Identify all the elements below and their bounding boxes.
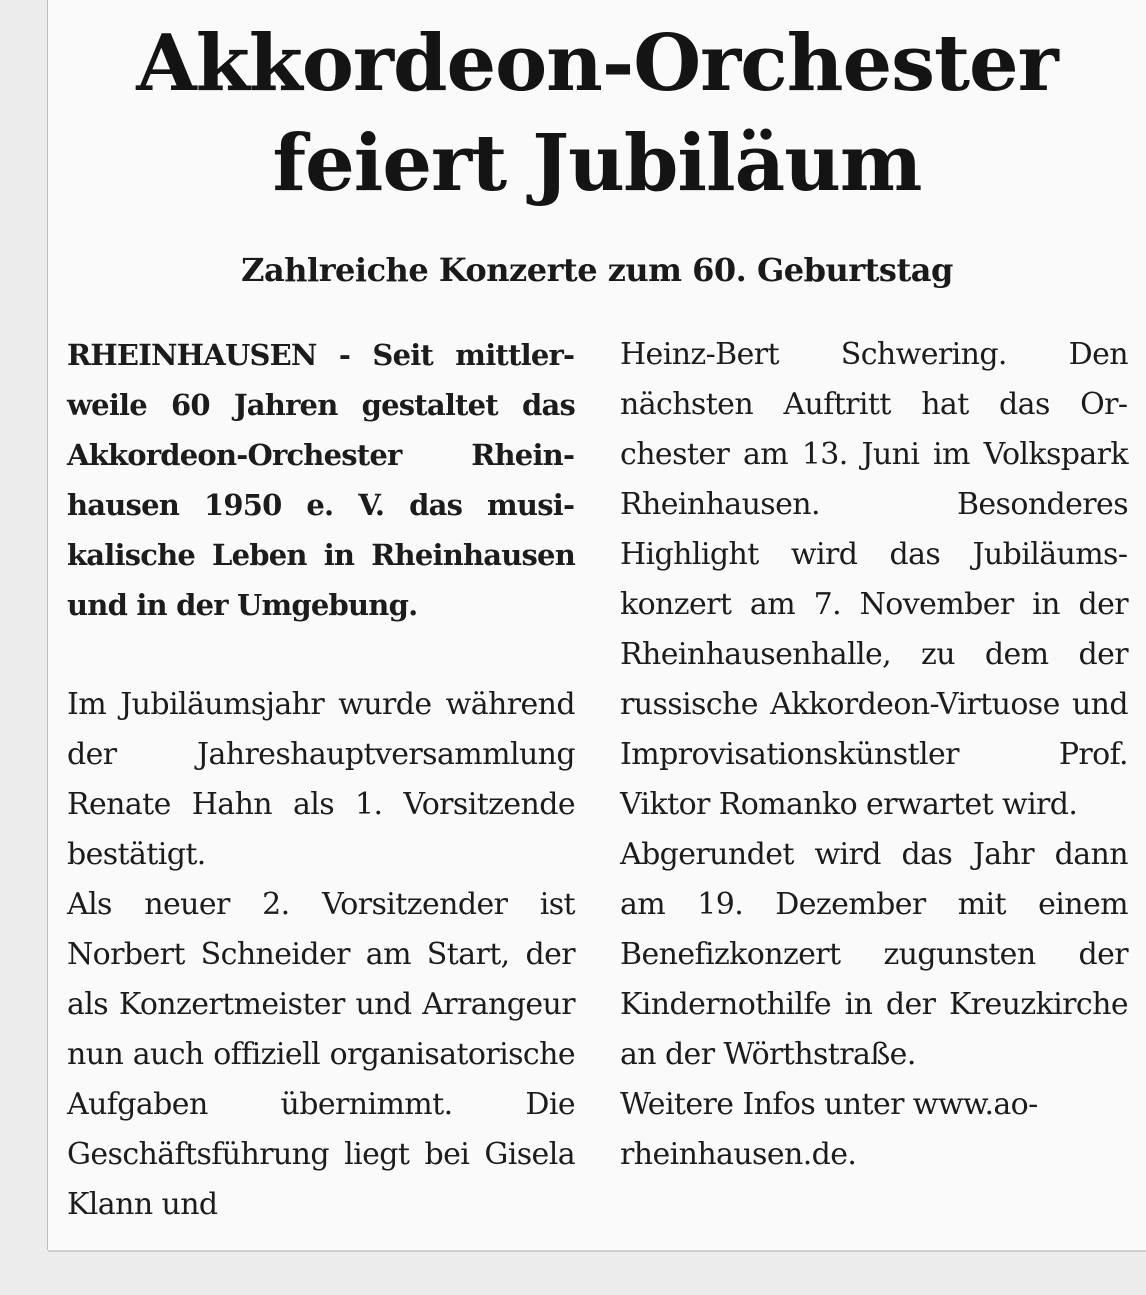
article-subheadline: Zahlreiche Konzerte zum 60. Geburtstag [241, 251, 953, 289]
article-paragraph-continued: Heinz-Bert Schwering. Den nächsten Auftritt hat das Orchester am 13. Juni im Volkspark Rheinhausen. Besonderes Highlight wird das Jubiläumskonzert am 7. November in der Rheinhausenhalle, zu dem der russische Akkordeon-Virtuose und Improvisationskünstler Prof. Viktor Romanko erwartet wird. [620, 337, 1128, 822]
article-headline: Akkordeon-Orchester feiert Jubiläum [136, 18, 1058, 209]
article-paragraph-part-left: Als neuer 2. Vorsitzender ist Norbert Schneider am Start, der als Konzertmeister und Arrangeur nun auch offiziell organisatorische Aufgaben übernimmt. Die Geschäftsführung liegt bei Gisela Klann und [67, 887, 575, 1222]
article-column-right [620, 330, 1128, 1180]
article-website-info: Weitere Infos unter www.ao-rheinhausen.de. [620, 1087, 1038, 1172]
article-lead: RHEINHAUSEN - Seit mittlerweile 60 Jahren gestaltet das Akkordeon-Orchester Rheinhausen 1950 e. V. das musikalische Leben in Rheinhausen und in der Umgebung. [67, 338, 575, 622]
article-column-left [67, 330, 575, 1230]
article-paragraph: Abgerundet wird das Jahr dann am 19. Dezember mit einem Benefizkonzert zugunsten der Kindernothilfe in der Kreuzkirche an der Wörthstraße. [620, 837, 1128, 1072]
article-paragraph [67, 880, 575, 1230]
article-paragraph: Im Jubiläumsjahr wurde während der Jahreshauptversammlung Renate Hahn als 1. Vorsitzende bestätigt. [67, 687, 575, 872]
